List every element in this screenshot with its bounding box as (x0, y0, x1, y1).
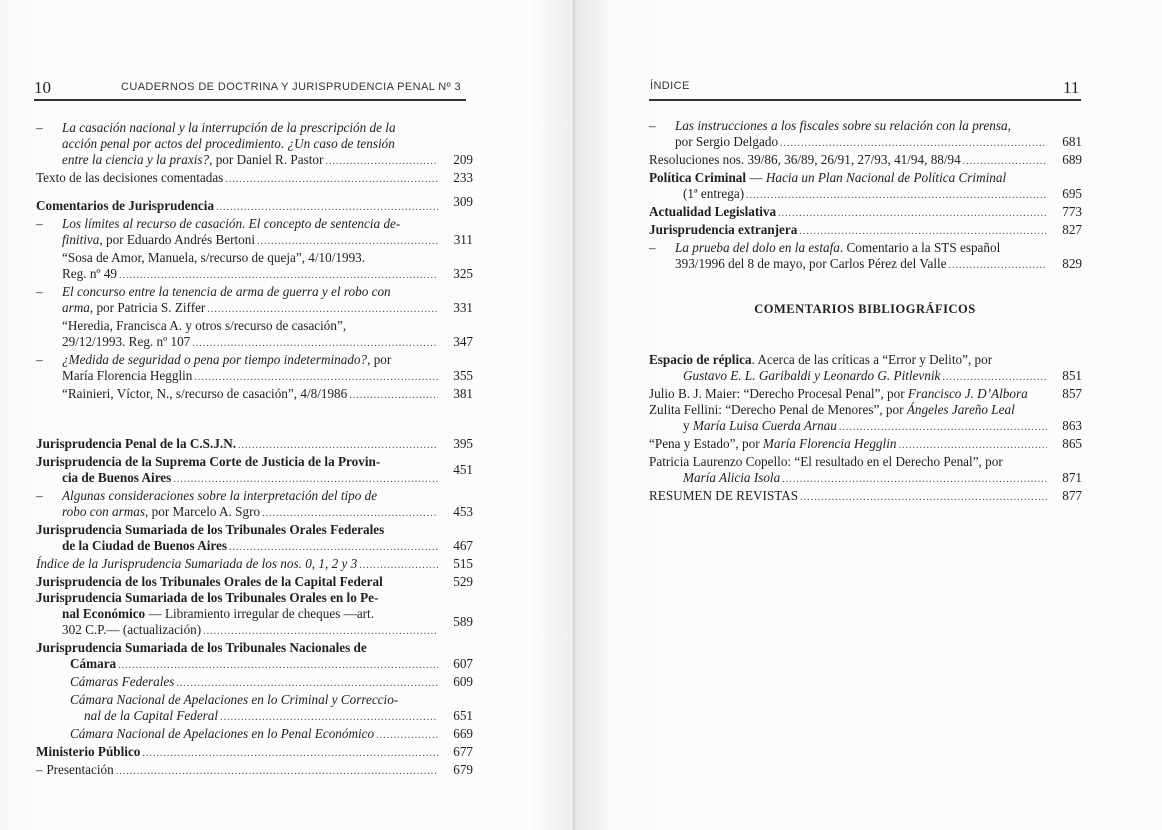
header-rule (34, 99, 466, 101)
biblio-entry: RESUMEN DE REVISTAS ..... 877 (649, 488, 1049, 506)
toc-left (36, 120, 473, 780)
page-ref: 857 (1062, 386, 1082, 401)
page-ref: 311 (453, 232, 473, 247)
toc-entry: – Algunas consideraciones sobre la interpretación del tipo de robo con armas, por Marcelo A. Sgro ..... 453 (36, 488, 440, 522)
toc-entry: Jurisprudencia extranjera ..... 827 (649, 222, 1049, 240)
page-number: 10 (34, 78, 51, 97)
toc-entry: – Presentación ..... 679 (36, 762, 440, 780)
left-page (0, 0, 575, 830)
page-ref: 863 (1062, 418, 1082, 433)
toc-entry: – La prueba del dolo en la estafa. Comentario a la STS español 393/1996 del 8 de mayo, por Carlos Pérez del Valle ..... 829 (649, 240, 1049, 274)
toc-entry: Comentarios de Jurisprudencia ..... 309 (36, 198, 440, 216)
toc-entry: – Los límites al recurso de casación. El concepto de sentencia de- finitiva, por Eduardo Andrés Bertoni ..... 311 (36, 216, 440, 250)
toc-entry: Jurisprudencia de la Suprema Corte de Justicia de la Provin- cia de Buenos Aires ..... 451 (36, 454, 440, 488)
page-ref: 877 (1062, 488, 1082, 503)
toc-entry: – Las instrucciones a los fiscales sobre su relación con la prensa, por Sergio Delgado ..... 681 (649, 118, 1049, 152)
page-ref: 689 (1062, 152, 1082, 167)
page-ref: 773 (1062, 204, 1082, 219)
page-ref: 669 (453, 726, 473, 741)
running-head: CUADERNOS DE DOCTRINA Y JURISPRUDENCIA PENAL Nº 3 (121, 81, 462, 93)
page-ref: 681 (1062, 134, 1082, 149)
page-ref: 609 (453, 674, 473, 689)
toc-entry: – El concurso entre la tenencia de arma de guerra y el robo con arma, por Patricia S. Ziffer ..... 331 (36, 284, 440, 318)
page-ref: 589 (453, 614, 473, 629)
header-rule (649, 99, 1081, 101)
page-ref: 395 (453, 436, 473, 451)
toc-entry: Ministerio Público ..... 677 (36, 744, 440, 762)
toc-entry: “Sosa de Amor, Manuela, s/recurso de queja”, 4/10/1993. Reg. nº 49 ..... 325 (36, 250, 440, 284)
page-ref: 309 (453, 194, 473, 209)
page-ref: 827 (1062, 222, 1082, 237)
biblio-list (649, 352, 1082, 506)
page-ref: 679 (453, 762, 473, 777)
toc-right (649, 118, 1082, 274)
page-ref: 871 (1062, 470, 1082, 485)
toc-entry: Jurisprudencia Sumariada de los Tribunales Orales Federales de la Ciudad de Buenos Aires ..... 467 (36, 522, 440, 556)
page-ref: 209 (453, 152, 473, 167)
biblio-entry: Julio B. J. Maier: “Derecho Procesal Penal”, por Francisco J. D’Albora 857 (649, 386, 1082, 401)
biblio-entry: Zulita Fellini: “Derecho Penal de Menores”, por Ángeles Jareño Leal y María Luisa Cuerda Arnau ..... 863 (649, 402, 1049, 436)
biblio-entry: Espacio de réplica. Acerca de las críticas a “Error y Delito”, por Gustavo E. L. Garibaldi y Leonardo G. Pitlevnik ..... 851 (649, 352, 1049, 386)
toc-entry: Jurisprudencia de los Tribunales Orales de la Capital Federal 529 (36, 574, 473, 589)
page-ref: 347 (453, 334, 473, 349)
section-title: COMENTARIOS BIBLIOGRÁFICOS (754, 302, 976, 316)
toc-entry: Actualidad Legislativa ..... 773 (649, 204, 1049, 222)
toc-entry: Cámaras Federales ..... 609 (36, 674, 440, 692)
toc-entry: Cámara Nacional de Apelaciones en lo Criminal y Correccio- nal de la Capital Federal ..... 651 (36, 692, 440, 726)
page-ref: 451 (453, 462, 473, 477)
page-ref: 325 (453, 266, 473, 281)
toc-entry: – La casación nacional y la interrupción de la prescripción de la acción penal por actos del procedimiento. ¿Un caso de tensión entre la ciencia y la praxis?, por Daniel R. Pastor ..... 209 (36, 120, 440, 170)
page-ref: 453 (453, 504, 473, 519)
toc-entry: Jurisprudencia Sumariada de los Tribunales Nacionales de Cámara ..... 607 (36, 640, 440, 674)
page-ref: 677 (453, 744, 473, 759)
right-page (575, 0, 1162, 830)
toc-entry: “Rainieri, Víctor, N., s/recurso de casación”, 4/8/1986 ..... 381 (36, 386, 440, 404)
page-ref: 331 (453, 300, 473, 315)
page-number: 11 (1063, 78, 1080, 97)
page-ref: 695 (1062, 186, 1082, 201)
biblio-entry: “Pena y Estado”, por María Florencia Hegglin ..... 865 (649, 436, 1049, 454)
page-ref: 355 (453, 368, 473, 383)
page-ref: 529 (453, 574, 473, 589)
page-ref: 467 (453, 538, 473, 553)
page-ref: 651 (453, 708, 473, 723)
toc-entry: Índice de la Jurisprudencia Sumariada de los nos. 0, 1, 2 y 3 ..... 515 (36, 556, 440, 574)
toc-entry: Jurisprudencia Penal de la C.S.J.N. ..... 395 (36, 436, 440, 454)
biblio-entry: Patricia Laurenzo Copello: “El resultado en el Derecho Penal”, por María Alicia Isola ..... 871 (649, 454, 1049, 488)
page-ref: 851 (1062, 368, 1082, 383)
running-head: ÍNDICE (650, 80, 690, 92)
toc-entry: – ¿Medida de seguridad o pena por tiempo indeterminado?, por María Florencia Hegglin ..... 355 (36, 352, 440, 386)
page-ref: 865 (1062, 436, 1082, 451)
page-ref: 233 (453, 170, 473, 185)
toc-entry: Resoluciones nos. 39/86, 36/89, 26/91, 27/93, 41/94, 88/94 ..... 689 (649, 152, 1049, 170)
toc-entry: “Heredia, Francisca A. y otros s/recurso de casación”, 29/12/1993. Reg. nº 107 ..... 347 (36, 318, 440, 352)
toc-entry: Política Criminal — Hacia un Plan Nacional de Política Criminal (1ª entrega) ..... 695 (649, 170, 1049, 204)
page-ref: 829 (1062, 256, 1082, 271)
toc-entry: Jurisprudencia Sumariada de los Tribunales Orales en lo Pe- nal Económico — Libramiento irregular de cheques —art. 302 C.P.— (actualización) ..... 589 (36, 590, 440, 640)
toc-entry: Cámara Nacional de Apelaciones en lo Penal Económico ..... 669 (36, 726, 440, 744)
toc-entry: Texto de las decisiones comentadas ..... 233 (36, 170, 440, 188)
page-ref: 607 (453, 656, 473, 671)
page-ref: 381 (453, 386, 473, 401)
page-ref: 515 (453, 556, 473, 571)
